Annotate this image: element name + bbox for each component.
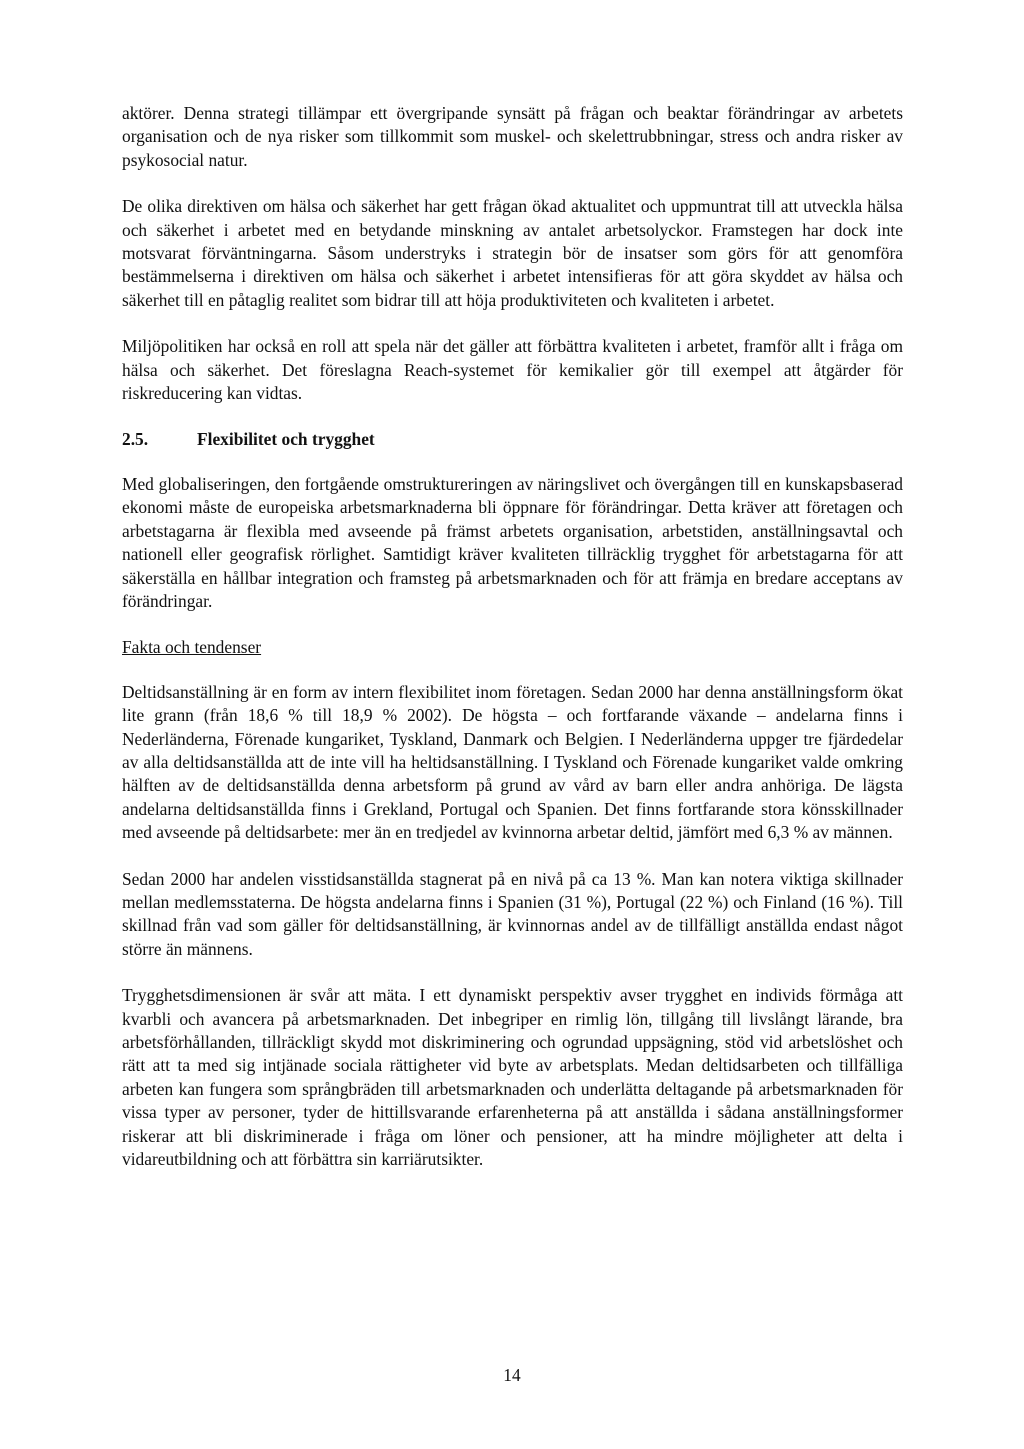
section-heading: [122, 428, 903, 451]
subheading-fakta: Fakta och tendenser: [122, 637, 262, 658]
paragraph-miljopolitiken: Miljöpolitiken har också en roll att spela när det gäller att förbättra kvaliteten i arbetet, framför allt i fråga om hälsa och säkerhet. Det föreslagna Reach-systemet för kemikalier gör till exempel att åtgärder för riskreducering kan vidtas.: [122, 336, 903, 404]
document-page: [122, 102, 903, 1194]
page-number: 14: [503, 1365, 521, 1385]
paragraph-direktiven: De olika direktiven om hälsa och säkerhet har gett frågan ökad aktualitet och uppmuntrat till att utveckla hälsa och säkerhet i arbetet med en betydande minskning av antalet arbetsolyckor. Framstegen har dock inte motsvarat förväntningarna. Såsom understryks i strategin bör de insatser som görs för att genomföra bestämmelserna i direktiven om hälsa och säkerhet i arbetet intensifieras för att göra skyddet av hälsa och säkerhet till en påtaglig realitet som bidrar till att höja produktiviteten och kvaliteten i arbetet.: [122, 196, 903, 310]
paragraph-aktorer: aktörer. Denna strategi tillämpar ett övergripande synsätt på frågan och beaktar förändringar av arbetets organisation och de nya risker som tillkommit som muskel- och skelettrubbningar, stress och andra risker av psykosocial natur.: [122, 103, 903, 170]
paragraph-globaliseringen: Med globaliseringen, den fortgående omstruktureringen av näringslivet och övergången till en kunskapsbaserad ekonomi måste de europeiska arbetsmarknaderna bli öppnare för förändringar. Detta kräver att företagen och arbetstagarna är flexibla med avseende på främst arbetets organisation, arbetstiden, anställningsavtal och nationell eller geografisk rörlighet. Samtidigt kräver kvaliteten tillräcklig trygghet för arbetstagarna för att säkerställa en hållbar integration och framsteg på arbetsmarknaden och för att främja en bredare acceptans av förändringar.: [122, 473, 903, 611]
section-number: 2.5.: [122, 429, 149, 450]
paragraph-trygghetsdimensionen: Trygghetsdimensionen är svår att mäta. I ett dynamiskt perspektiv avser trygghet en individs förmåga att kvarbli och avancera på arbetsmarknaden. Det inbegriper en rimlig lön, tillgång till livslångt lärande, bra arbetsförhållanden, tillräckligt skydd mot diskriminering och ogrundad uppsägning, stöd vid arbetslöshet och rätt att ta med sig intjänade sociala rättigheter vid byte av arbetsplats. Medan deltidsarbeten och tillfälliga arbeten kan fungera som språngbräden till arbetsmarknaden och underlätta deltagande på arbetsmarknaden för vissa typer av personer, tyder de hittillsvarande erfarenheterna på att anställda i sådana anställningsformer riskerar att bli diskriminerade i fråga om löner och pensioner, att ha mindre möjligheter att delta i vidareutbildning och att förbättra sin karriärutsikter.: [122, 985, 903, 1170]
paragraph-deltidsanstallning: Deltidsanställning är en form av intern flexibilitet inom företagen. Sedan 2000 har denna anställningsform ökat lite grann (från 18,6 % till 18,9 % 2002). De högsta – och fortfarande växande – andelarna finns i Nederländerna, Förenade kungariket, Tyskland, Danmark och Belgien. I Nederländerna uppger tre fjärdedelar av alla deltidsanställda att de inte vill ha heltidsanställning. I Tyskland och Förenade kungariket valde omkring hälften av de deltidsanställda denna arbetsform på grund av vård av barn eller andra anhöriga. De lägsta andelarna deltidsanställda finns i Grekland, Portugal och Spanien. Det finns fortfarande stora könsskillnader med avseende på deltidsarbete: mer än en tredjedel av kvinnorna arbetar deltid, jämfört med 6,3 % av männen.: [122, 681, 903, 843]
paragraph-visstidsanstallda: Sedan 2000 har andelen visstidsanställda stagnerat på en nivå på ca 13 %. Man kan notera viktiga skillnader mellan medlemsstaterna. De högsta andelarna finns i Spanien (31 %), Portugal (22 %) och Finland (16 %). Till skillnad från vad som gäller för deltidsanställning, är kvinnornas andel av de tillfälligt anställda endast något större än männens.: [122, 868, 903, 959]
section-title: Flexibilitet och trygghet: [197, 429, 375, 450]
